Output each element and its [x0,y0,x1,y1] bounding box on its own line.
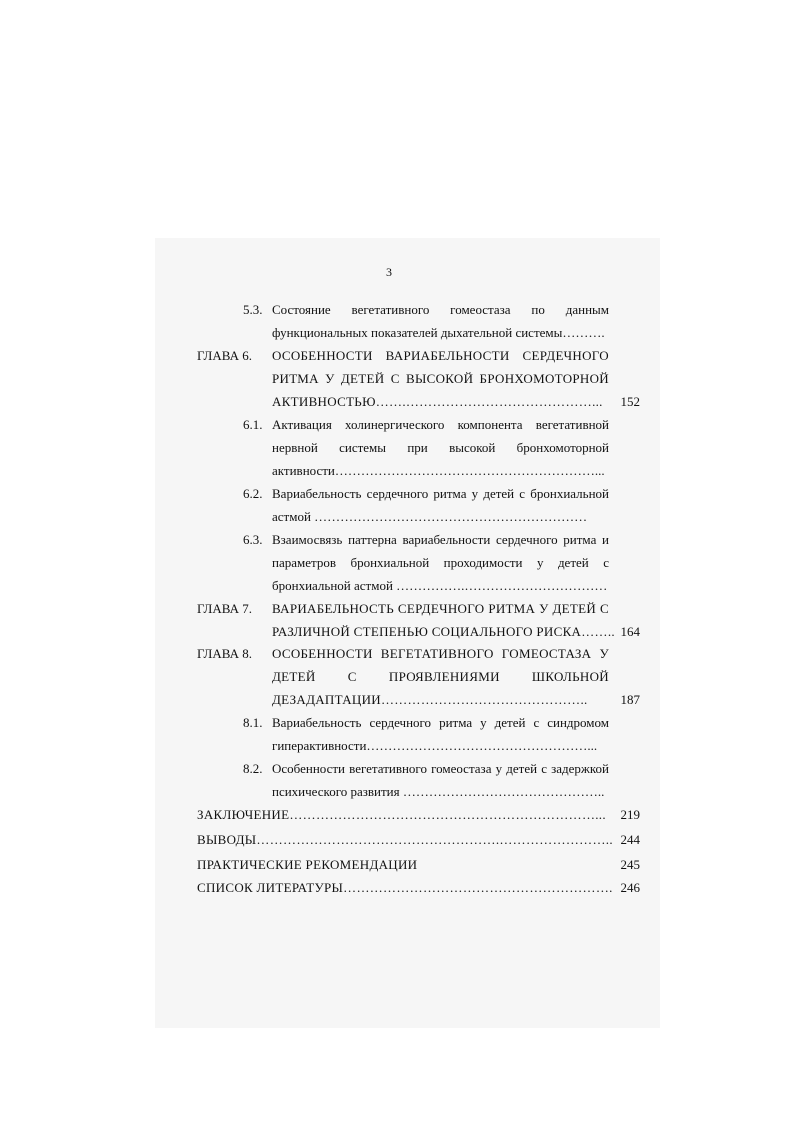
page-ref: 164 [620,624,640,639]
chapter-title-line: ОСОБЕННОСТИ ВАРИАБЕЛЬНОСТИ СЕРДЕЧНОГО [272,348,609,363]
chapter-label: ГЛАВА 7. [197,601,252,616]
chapter-title-line: АКТИВНОСТЬЮ…….……………………………………... [272,394,603,409]
page-number: 3 [386,265,392,279]
toc-recommendations: ПРАКТИЧЕСКИЕ РЕКОМЕНДАЦИИ [197,857,418,872]
section-number: 6.1. [243,417,263,432]
toc-entry-line: психического развития ……………………………………….. [272,784,605,799]
toc-entry-line: параметров бронхиальной проходимости у детей с [272,555,609,570]
page-ref: 245 [620,857,640,872]
chapter-title-line: ОСОБЕННОСТИ ВЕГЕТАТИВНОГО ГОМЕОСТАЗА У [272,646,609,661]
toc-entry-line: Состояние вегетативного гомеостаза по данным [272,302,609,317]
toc-entry-line: функциональных показателей дыхательной системы………. [272,325,605,340]
toc-entry-line: астмой ……………………………………………………… [272,509,588,524]
section-number: 8.1. [243,715,263,730]
toc-entry-line: гиперактивности……………………………………………... [272,738,598,753]
page-ref: 152 [620,394,640,409]
chapter-title-line: ДЕТЕЙ С ПРОЯВЛЕНИЯМИ ШКОЛЬНОЙ [272,669,609,684]
toc-entry-line: нервной системы при высокой бронхомоторной [272,440,609,455]
toc-entry-line: Вариабельность сердечного ритма у детей с бронхиальной [272,486,609,501]
toc-conclusion: ЗАКЛЮЧЕНИЕ……………………………………………………………... [197,807,606,822]
toc-entry-line: Вариабельность сердечного ритма у детей с синдромом [272,715,609,730]
chapter-label: ГЛАВА 8. [197,646,252,661]
section-number: 5.3. [243,302,263,317]
toc-entry-line: бронхиальной астмой …………….…………………………… [272,578,608,593]
page-ref: 187 [620,692,640,707]
chapter-title-line: РИТМА У ДЕТЕЙ С ВЫСОКОЙ БРОНХОМОТОРНОЙ [272,371,609,386]
toc-findings: ВЫВОДЫ……………………………………………….…………………….. [197,832,613,847]
page-ref: 246 [620,880,640,895]
toc-entry-line: Активация холинергического компонента вегетативной [272,417,609,432]
page-ref: 244 [620,832,640,847]
toc-entry-line: Особенности вегетативного гомеостаза у детей с задержкой [272,761,609,776]
page-ref: 219 [620,807,640,822]
toc-references: СПИСОК ЛИТЕРАТУРЫ……………………………………………………. [197,880,613,895]
section-number: 6.3. [243,532,263,547]
chapter-title-line: ВАРИАБЕЛЬНОСТЬ СЕРДЕЧНОГО РИТМА У ДЕТЕЙ С [272,601,609,616]
toc-entry-line: Взаимосвязь паттерна вариабельности сердечного ритма и [272,532,609,547]
section-number: 6.2. [243,486,263,501]
toc-entry-line: активности……………………………………………………... [272,463,605,478]
chapter-title-line: РАЗЛИЧНОЙ СТЕПЕНЬЮ СОЦИАЛЬНОГО РИСКА…….. [272,624,615,639]
chapter-title-line: ДЕЗАДАПТАЦИИ……………………………………….. [272,692,588,707]
chapter-label: ГЛАВА 6. [197,348,252,363]
section-number: 8.2. [243,761,263,776]
